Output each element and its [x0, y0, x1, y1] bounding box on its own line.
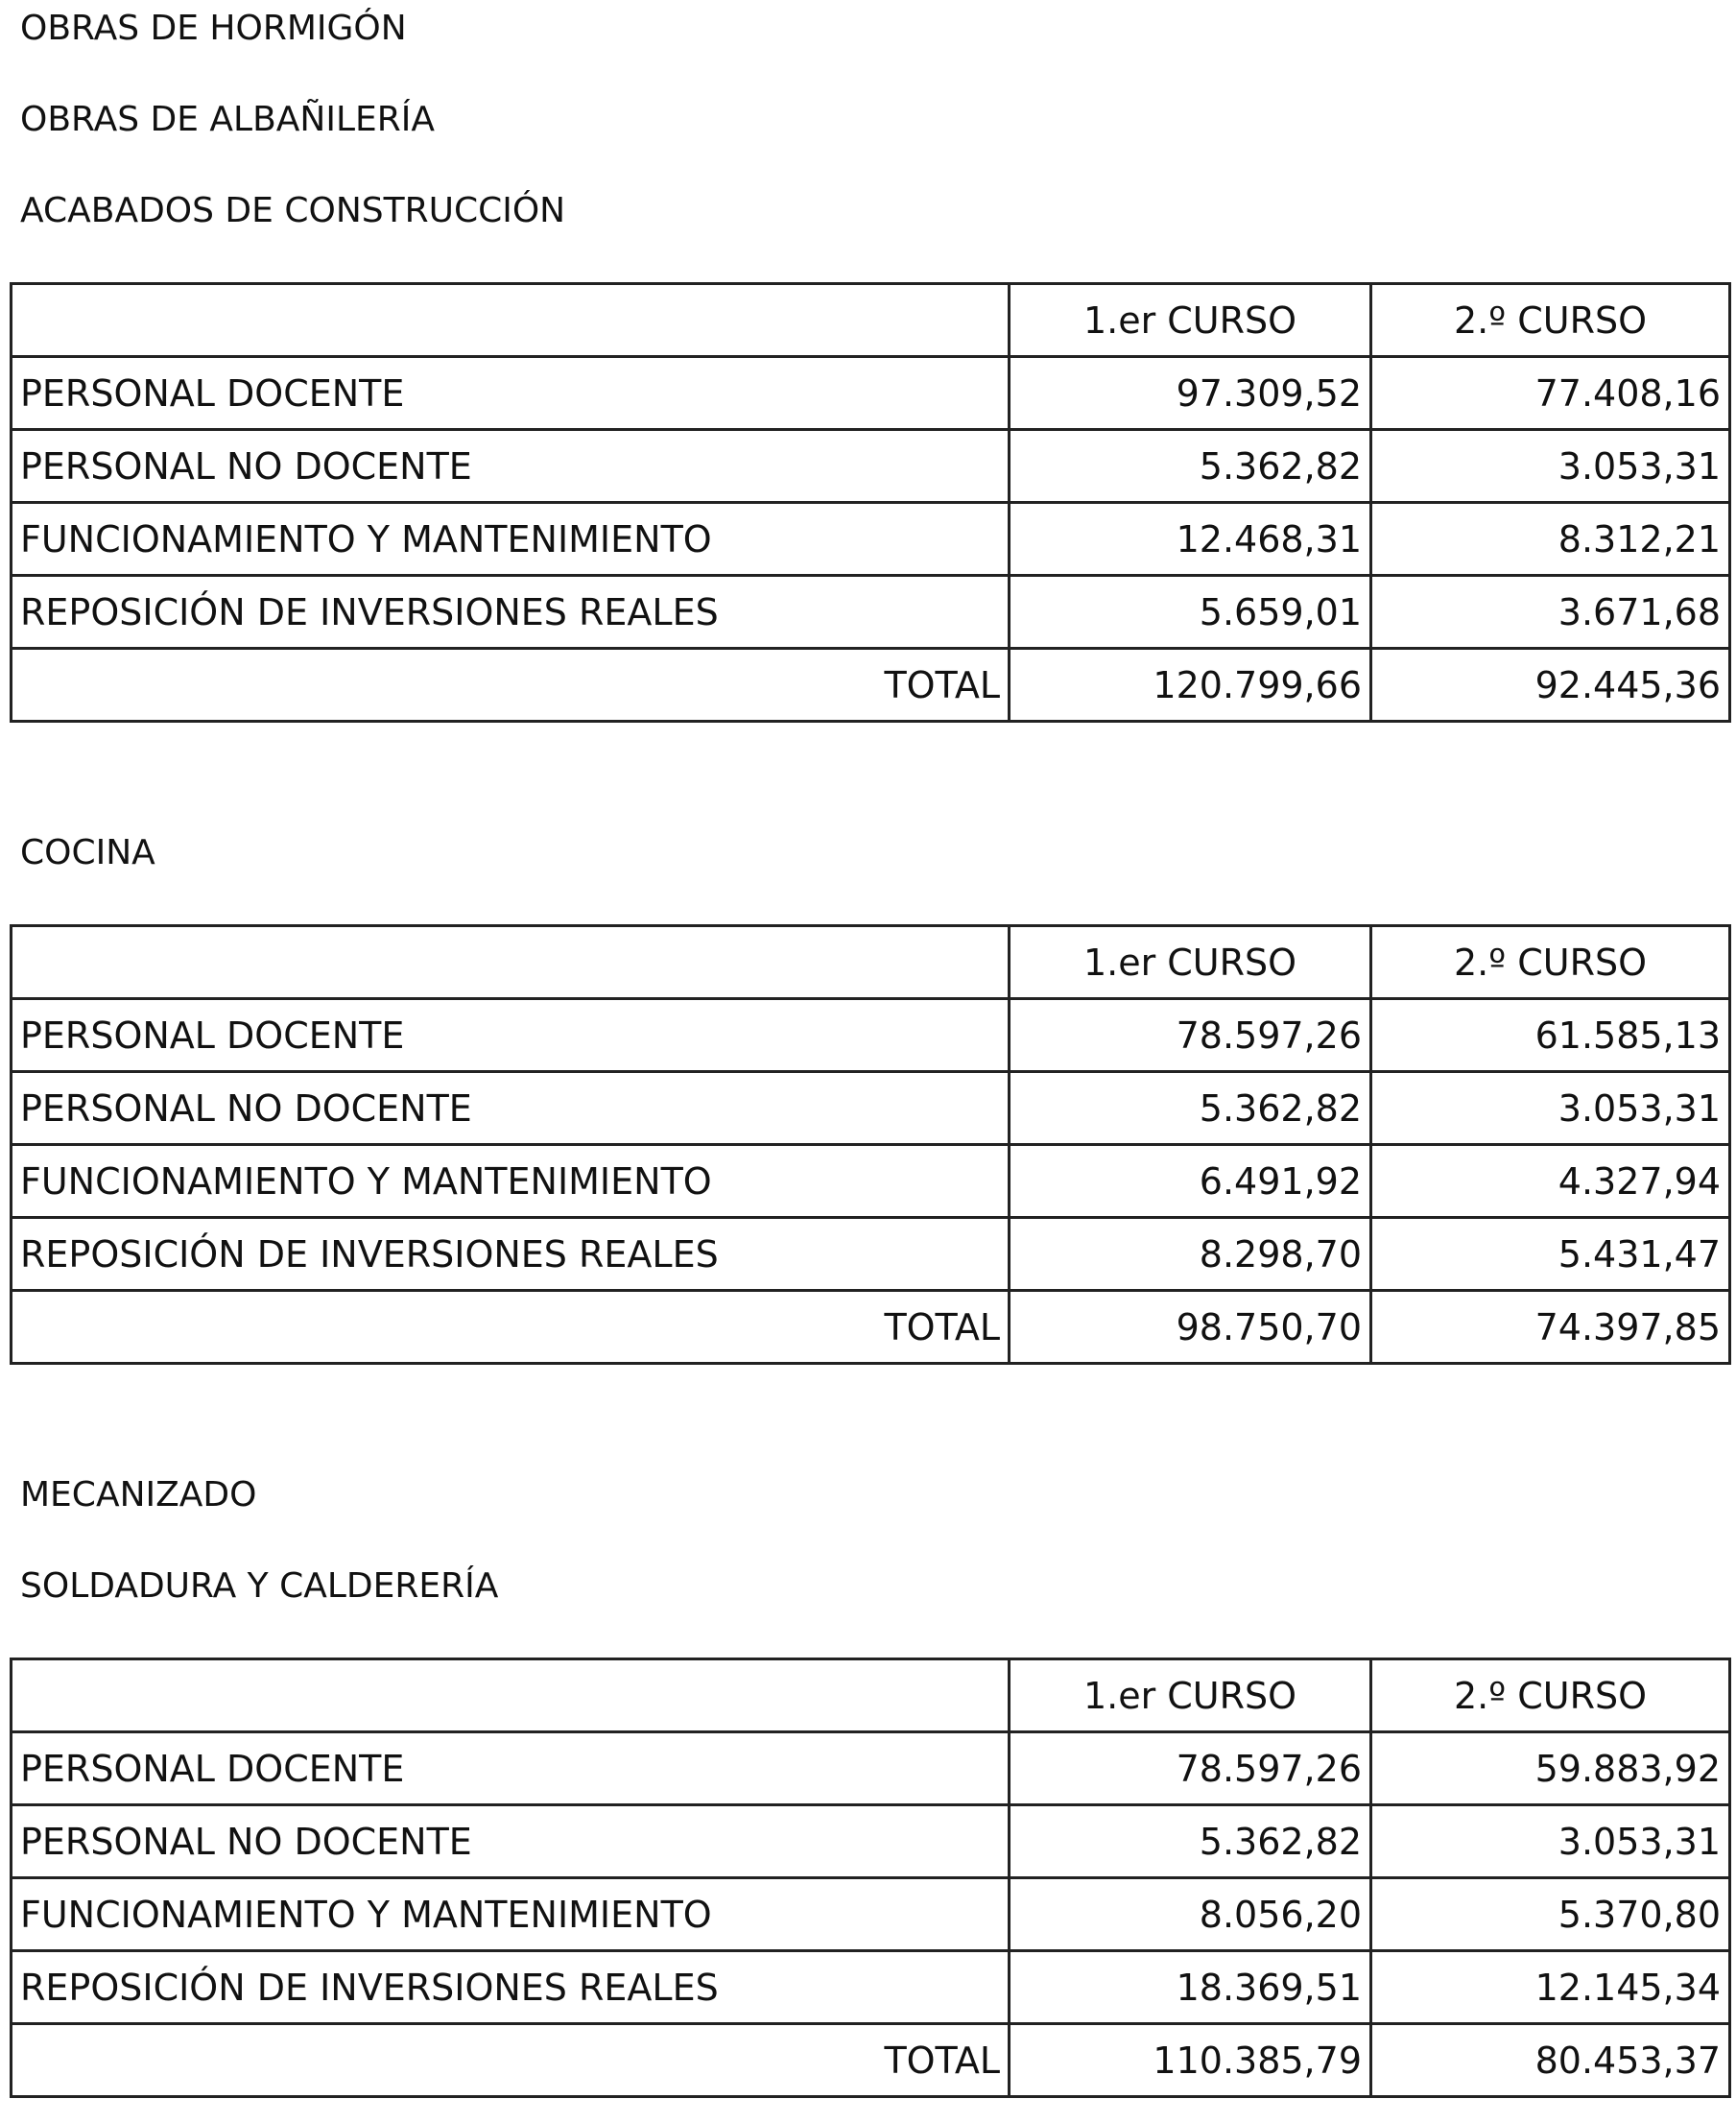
row-value: 5.370,80	[1371, 1878, 1730, 1951]
table-row	[12, 1878, 1730, 1951]
budget-table	[10, 1658, 1731, 2098]
header-cell: 1.er CURSO	[1010, 284, 1371, 357]
row-value: 18.369,51	[1010, 1951, 1371, 2024]
total-row	[12, 1291, 1730, 1364]
table-row	[12, 503, 1730, 576]
row-label: PERSONAL DOCENTE	[12, 999, 1010, 1072]
header-cell: 2.º CURSO	[1371, 926, 1730, 999]
row-label: PERSONAL DOCENTE	[12, 1732, 1010, 1805]
table-row	[12, 1732, 1730, 1805]
row-label: PERSONAL NO DOCENTE	[12, 1072, 1010, 1145]
header-cell	[12, 284, 1010, 357]
row-value: 5.659,01	[1010, 576, 1371, 649]
header-cell	[12, 1659, 1010, 1732]
row-label: REPOSICIÓN DE INVERSIONES REALES	[12, 1951, 1010, 2024]
header-cell: 1.er CURSO	[1010, 926, 1371, 999]
total-value: 98.750,70	[1010, 1291, 1371, 1364]
row-value: 77.408,16	[1371, 357, 1730, 430]
row-value: 6.491,92	[1010, 1145, 1371, 1218]
header-cell: 2.º CURSO	[1371, 1659, 1730, 1732]
table-row	[12, 1218, 1730, 1291]
row-value: 3.671,68	[1371, 576, 1730, 649]
total-value: 92.445,36	[1371, 649, 1730, 722]
row-label: PERSONAL DOCENTE	[12, 357, 1010, 430]
row-value: 3.053,31	[1371, 1805, 1730, 1878]
total-value: 120.799,66	[1010, 649, 1371, 722]
total-row	[12, 2024, 1730, 2097]
section-heading: OBRAS DE ALBAÑILERÍA	[20, 100, 436, 139]
section-heading: MECANIZADO	[20, 1475, 257, 1515]
row-value: 78.597,26	[1010, 999, 1371, 1072]
header-cell	[12, 926, 1010, 999]
total-value: 74.397,85	[1371, 1291, 1730, 1364]
row-label: REPOSICIÓN DE INVERSIONES REALES	[12, 576, 1010, 649]
row-value: 8.298,70	[1010, 1218, 1371, 1291]
total-value: 80.453,37	[1371, 2024, 1730, 2097]
row-value: 8.056,20	[1010, 1878, 1371, 1951]
section-heading: OBRAS DE HORMIGÓN	[20, 9, 407, 48]
row-value: 4.327,94	[1371, 1145, 1730, 1218]
table-row	[12, 1805, 1730, 1878]
total-label: TOTAL	[12, 2024, 1010, 2097]
budget-table	[10, 924, 1731, 1365]
table-row	[12, 1072, 1730, 1145]
row-label: REPOSICIÓN DE INVERSIONES REALES	[12, 1218, 1010, 1291]
row-value: 3.053,31	[1371, 1072, 1730, 1145]
table-row	[12, 576, 1730, 649]
section-heading: COCINA	[20, 833, 155, 872]
table-row	[12, 430, 1730, 503]
row-value: 78.597,26	[1010, 1732, 1371, 1805]
total-label: TOTAL	[12, 649, 1010, 722]
row-value: 59.883,92	[1371, 1732, 1730, 1805]
row-value: 5.362,82	[1010, 1805, 1371, 1878]
row-value: 61.585,13	[1371, 999, 1730, 1072]
row-value: 5.431,47	[1371, 1218, 1730, 1291]
table-row	[12, 1145, 1730, 1218]
row-value: 5.362,82	[1010, 1072, 1371, 1145]
row-value: 3.053,31	[1371, 430, 1730, 503]
row-value: 12.468,31	[1010, 503, 1371, 576]
section-heading: ACABADOS DE CONSTRUCCIÓN	[20, 191, 566, 230]
row-value: 97.309,52	[1010, 357, 1371, 430]
table-header-row	[12, 926, 1730, 999]
header-cell: 1.er CURSO	[1010, 1659, 1371, 1732]
row-label: FUNCIONAMIENTO Y MANTENIMIENTO	[12, 503, 1010, 576]
row-value: 12.145,34	[1371, 1951, 1730, 2024]
row-label: FUNCIONAMIENTO Y MANTENIMIENTO	[12, 1878, 1010, 1951]
row-label: PERSONAL NO DOCENTE	[12, 1805, 1010, 1878]
total-label: TOTAL	[12, 1291, 1010, 1364]
row-value: 8.312,21	[1371, 503, 1730, 576]
row-value: 5.362,82	[1010, 430, 1371, 503]
section-heading: SOLDADURA Y CALDERERÍA	[20, 1566, 499, 1606]
row-label: PERSONAL NO DOCENTE	[12, 430, 1010, 503]
budget-table	[10, 282, 1731, 723]
total-value: 110.385,79	[1010, 2024, 1371, 2097]
table-header-row	[12, 284, 1730, 357]
table-header-row	[12, 1659, 1730, 1732]
table-row	[12, 1951, 1730, 2024]
header-cell: 2.º CURSO	[1371, 284, 1730, 357]
row-label: FUNCIONAMIENTO Y MANTENIMIENTO	[12, 1145, 1010, 1218]
table-row	[12, 999, 1730, 1072]
total-row	[12, 649, 1730, 722]
table-row	[12, 357, 1730, 430]
